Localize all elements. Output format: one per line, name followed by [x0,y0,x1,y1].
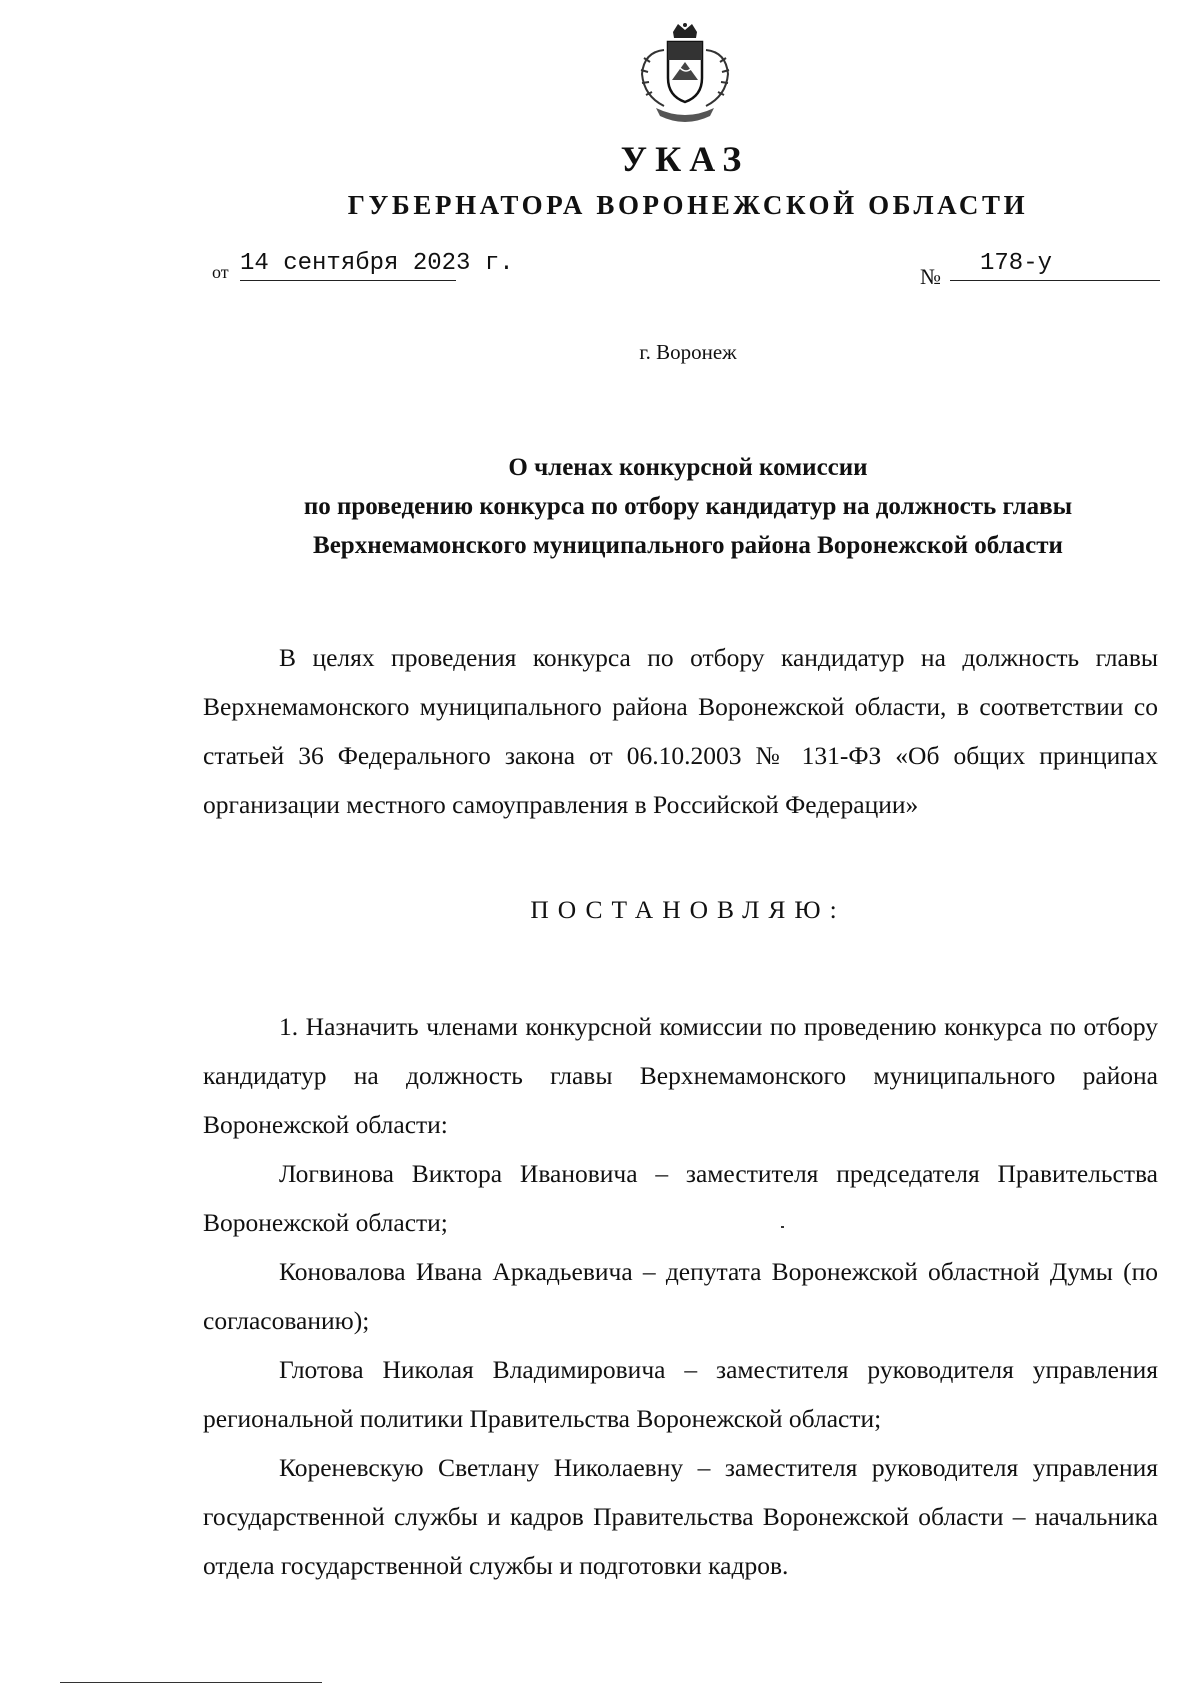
preamble-paragraph [203,633,1158,829]
member-entry: Коновалова Ивана Аркадьевича – депутата Воронежской областной Думы (по согласованию); [203,1257,1158,1335]
subject-line: по проведению конкурса по отбору кандидатур на должность главы [303,493,1073,520]
document-subject [180,448,1196,565]
item-1-intro: 1. Назначить членами конкурсной комиссии по проведению конкурса по отбору кандидатур на должность главы Верхнемамонского муниципального района Воронежской области: [203,1012,1158,1139]
document-issuer: ГУБЕРНАТОРА ВОРОНЕЖСКОЙ ОБЛАСТИ [347,190,1029,220]
scan-speck [781,1226,784,1228]
subject-line: О членах конкурсной комиссии [508,454,868,481]
document-title: УКАЗ [620,139,750,179]
subject-line: Верхнемамонского муниципального района Воронежской области [313,532,1063,559]
number-prefix: № [920,264,941,289]
member-entry: Глотова Николая Владимировича – заместителя руководителя управления региональной политики Правительства Воронежской области; [203,1355,1158,1433]
document-date: 14 сентября 2023 г. [240,250,456,281]
footer-rule [60,1682,322,1683]
coat-of-arms-icon [630,22,740,130]
item-1-section [203,1002,1158,1590]
member-entry: Кореневскую Светлану Николаевну – заместителя руководителя управления государственной службы и кадров Правительства Воронежской области – начальника отдела государственной службы и подготовки кадров. [203,1453,1158,1580]
date-prefix: от [212,262,229,282]
member-entry: Логвинова Виктора Ивановича – заместителя председателя Правительства Воронежской области; [203,1159,1158,1237]
resolve-heading: ПОСТАНОВЛЯЮ: [530,895,846,924]
preamble-text: В целях проведения конкурса по отбору кандидатур на должность главы Верхнемамонского муниципального района Воронежской области, в соответствии со статьей 36 Федерального закона от 06.10.2003 № 131-ФЗ «Об общих принципах организации местного самоуправления в Российской Федерации» [203,643,1158,819]
document-number: 178-у [950,250,1160,281]
document-city: г. Воронеж [639,340,737,364]
